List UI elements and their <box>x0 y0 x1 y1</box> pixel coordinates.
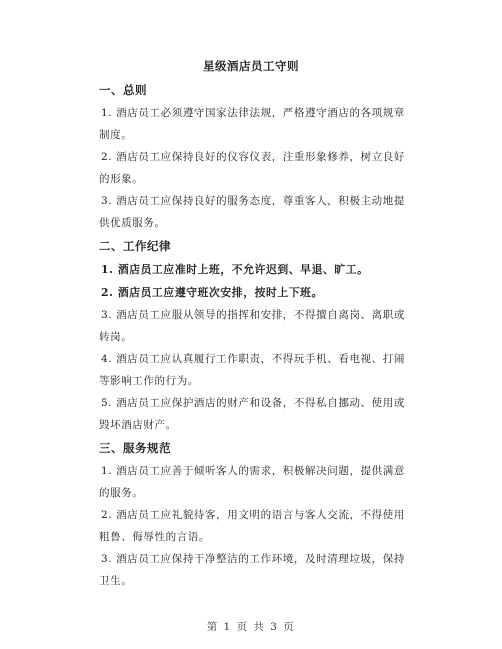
rule-item: 3. 酒店员工应保持干净整洁的工作环境，及时清理垃圾，保持卫生。 <box>99 553 405 587</box>
rule-item: 1. 酒店员工应善于倾听客人的需求，积极解决问题，提供满意的服务。 <box>99 465 405 499</box>
rule-item: 1. 酒店员工应准时上班，不允许迟到、早退、旷工。 <box>101 263 369 276</box>
rule-item: 2. 酒店员工应礼貌待客，用文明的语言与客人交流，不得使用粗鲁、侮辱性的言语。 <box>99 509 405 543</box>
page-number: 第 1 页 共 3 页 <box>206 621 296 633</box>
section-heading: 二、工作纪律 <box>99 239 171 253</box>
rule-item: 3. 酒店员工应保持良好的服务态度，尊重客人，积极主动地提供优质服务。 <box>99 195 405 229</box>
rule-item: 2. 酒店员工应遵守班次安排，按时上下班。 <box>101 286 323 299</box>
document-title: 星级酒店员工守则 <box>203 59 299 73</box>
section-service-standards <box>99 436 405 592</box>
section-heading: 三、服务规范 <box>99 441 171 455</box>
rule-item: 5. 酒店员工应保护酒店的财产和设备，不得私自挪动、使用或毁坏酒店财产。 <box>99 397 405 431</box>
rule-item: 4. 酒店员工应认真履行工作职责，不得玩手机、看电视、打闹等影响工作的行为。 <box>99 353 405 387</box>
rule-item: 1. 酒店员工必须遵守国家法律法规，严格遵守酒店的各项规章制度。 <box>99 107 405 141</box>
document-body <box>99 78 405 592</box>
rule-item: 3. 酒店员工应服从领导的指挥和安排，不得擅自离岗、离职或转岗。 <box>99 309 405 343</box>
rule-item: 2. 酒店员工应保持良好的仪容仪表，注重形象修养，树立良好的形象。 <box>99 151 405 185</box>
section-work-discipline <box>99 234 405 436</box>
section-general <box>99 78 405 234</box>
section-heading: 一、总则 <box>99 83 147 97</box>
